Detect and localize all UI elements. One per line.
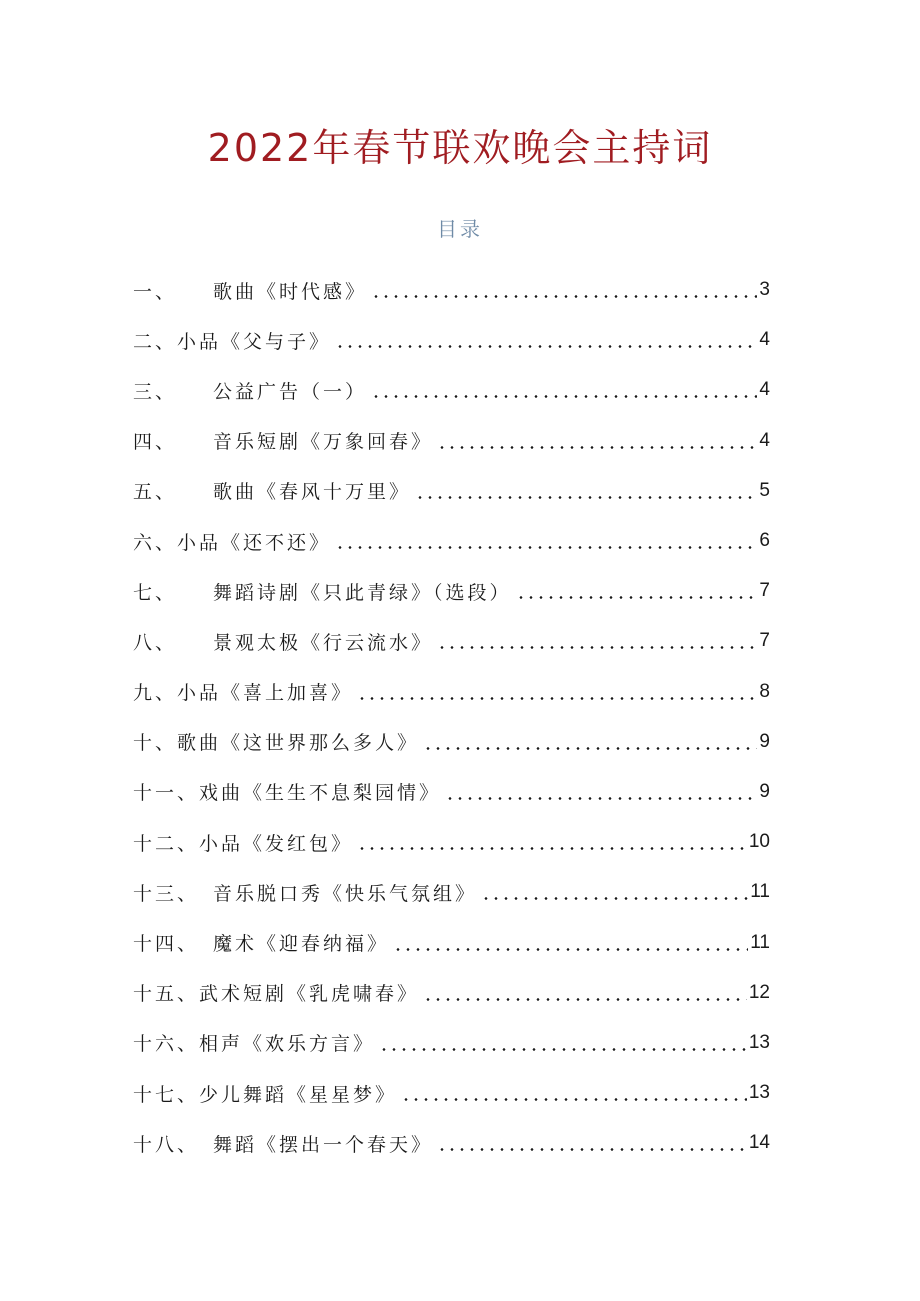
toc-entry[interactable] [133,416,770,466]
toc-dot-leader [481,881,748,903]
toc-entry-title: 歌曲《这世界那么多人》 [177,732,420,755]
toc-dot-leader [357,831,747,853]
toc-entry-page: 8 [759,680,770,702]
toc-entry-page: 11 [750,881,770,903]
toc-entry[interactable] [133,667,770,717]
toc-dot-leader [437,430,757,452]
toc-entry[interactable] [133,1018,770,1068]
toc-entry-number: 十六、 [133,1033,200,1056]
toc-entry-number: 十八、 [133,1133,200,1156]
toc-entry-page: 11 [750,931,770,953]
toc-entry-page: 13 [748,1082,770,1104]
toc-entry[interactable] [133,968,770,1018]
toc-entry-number: 八、 [133,631,178,654]
toc-dot-leader [393,932,748,954]
toc-entry-page: 5 [759,479,770,501]
toc-dot-leader [415,480,757,502]
toc-entry-title: 音乐脱口秀《快乐气氛组》 [213,882,478,905]
toc-entry-page: 3 [759,279,770,301]
toc-entry-number: 十七、 [133,1083,200,1106]
toc-entry-number: 十一、 [133,782,200,805]
toc-dot-leader [335,329,757,351]
toc-entry-title: 舞蹈诗剧《只此青绿》（选段） [213,581,512,604]
toc-entry-title: 戏曲《生生不息梨园情》 [199,782,442,805]
toc-dot-leader [335,530,757,552]
toc-dot-leader [437,630,757,652]
toc-entry[interactable] [133,466,770,516]
toc-dot-leader [371,379,757,401]
toc-entry-title: 景观太极《行云流水》 [213,631,434,654]
toc-entry-number: 十二、 [133,832,200,855]
toc-entry-title: 歌曲《春风十万里》 [213,481,412,504]
toc-entry-number: 三、 [133,380,178,403]
toc-entry-page: 10 [748,831,770,853]
page-title: 2022年春节联欢晚会主持词 [207,126,713,170]
toc-entry[interactable] [133,917,770,967]
toc-entry-page: 4 [759,329,770,351]
toc-entry[interactable] [133,717,770,767]
toc-entry[interactable] [133,767,770,817]
toc-entry-title: 小品《还不还》 [177,531,332,554]
toc-dot-leader [423,731,757,753]
toc-entry[interactable] [133,1118,770,1168]
toc-dot-leader [357,681,757,703]
toc-entry-title: 舞蹈《摆出一个春天》 [213,1133,434,1156]
toc-entry-number: 五、 [133,481,178,504]
toc-entry-number: 十、 [133,732,178,755]
toc-entry-page: 9 [759,780,770,802]
toc-entry-page: 13 [748,1031,770,1053]
toc-entry-title: 音乐短剧《万象回春》 [213,431,434,454]
toc-entry-title: 歌曲《时代感》 [213,280,368,303]
toc-entry[interactable] [133,315,770,365]
toc-entry-number: 十三、 [133,882,200,905]
toc-entry-number: 六、 [133,531,178,554]
toc-entry[interactable] [133,566,770,616]
toc-dot-leader [379,1032,747,1054]
toc-entry-title: 小品《喜上加喜》 [177,682,354,705]
toc-entry-page: 9 [759,730,770,752]
toc-entry-number: 十四、 [133,933,200,956]
toc-dot-leader [371,279,757,301]
toc-dot-leader [401,1082,747,1104]
toc-entry-page: 14 [748,1132,770,1154]
toc-entry-number: 一、 [133,280,178,303]
toc-entry-title: 武术短剧《乳虎啸春》 [199,983,420,1006]
toc-dot-leader [423,982,747,1004]
toc-dot-leader [516,580,758,602]
toc-entry-title: 少儿舞蹈《星星梦》 [199,1083,398,1106]
toc-entry-page: 7 [759,630,770,652]
toc-entry-title: 公益广告（一） [213,380,368,403]
toc-entry-title: 魔术《迎春纳福》 [213,933,390,956]
toc-entry[interactable] [133,516,770,566]
toc-entry[interactable] [133,817,770,867]
toc-entry-number: 七、 [133,581,178,604]
toc-entry-number: 九、 [133,682,178,705]
toc-entry-page: 7 [759,580,770,602]
toc-entry-page: 12 [748,981,770,1003]
toc-entry[interactable] [133,1068,770,1118]
toc-entry-title: 相声《欢乐方言》 [199,1033,376,1056]
toc-entry-number: 四、 [133,431,178,454]
toc-entry[interactable] [133,616,770,666]
toc-entry-title: 小品《发红包》 [199,832,354,855]
toc-entry-title: 小品《父与子》 [177,330,332,353]
toc-entry-page: 4 [759,429,770,451]
toc-entry-page: 6 [759,530,770,552]
toc-heading: 目录 [437,217,483,241]
toc-dot-leader [445,781,757,803]
table-of-contents [133,265,770,1168]
toc-entry-number: 二、 [133,330,178,353]
toc-entry[interactable] [133,365,770,415]
toc-entry-number: 十五、 [133,983,200,1006]
toc-entry[interactable] [133,867,770,917]
toc-entry[interactable] [133,265,770,315]
toc-entry-page: 4 [759,379,770,401]
toc-dot-leader [437,1132,747,1154]
